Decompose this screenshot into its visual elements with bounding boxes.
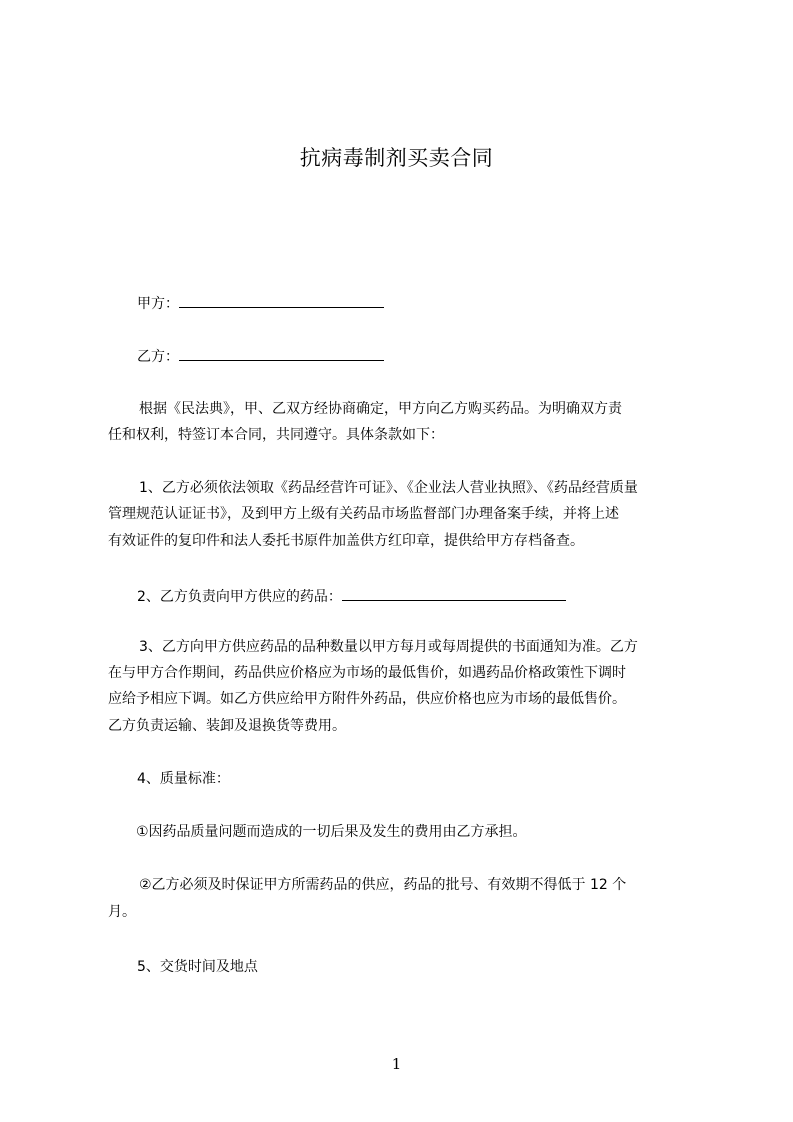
clause2-line	[137, 584, 566, 607]
clause2-text: 2、乙方负责向甲方供应的药品：	[137, 589, 342, 605]
clause4-heading: 4、质量标准：	[137, 771, 230, 787]
clause3-line-2: 在与甲方合作期间，药品供应价格应为市场的最低售价，如遇药品价格政策性下调时	[108, 665, 626, 681]
intro-line-1: 根据《民法典》，甲、乙双方经协商确定，甲方向乙方购买药品。为明确双方责	[139, 401, 622, 417]
intro-line-2: 任和权利，特签订本合同，共同遵守。具体条款如下：	[108, 427, 444, 443]
clause1-line-1: 1、乙方必须依法领取《药品经营许可证》、《企业法人营业执照》、《药品经营质量	[139, 480, 638, 496]
clause1-line-3: 有效证件的复印件和法人委托书原件加盖供方红印章，提供给甲方存档备查。	[108, 533, 584, 549]
party-b-label: 乙方：	[137, 349, 179, 365]
clause3-line-4: 乙方负责运输、装卸及退换货等费用。	[108, 718, 346, 734]
clause4-item-2-line-2: 月。	[108, 904, 136, 920]
party-a-label: 甲方：	[137, 296, 179, 312]
party-a-blank	[179, 291, 384, 308]
clause4-item-1: ①因药品质量问题而造成的一切后果及发生的费用由乙方承担。	[136, 824, 527, 840]
party-b-blank	[179, 344, 384, 361]
clause3-line-1: 3、乙方向甲方供应药品的品种数量以甲方每月或每周提供的书面通知为准。乙方	[139, 639, 638, 655]
clause3-line-3: 应给予相应下调。如乙方供应给甲方附件外药品，供应价格也应为市场的最低售价。	[108, 691, 626, 707]
page-number: 1	[391, 1055, 402, 1073]
document-title: 抗病毒制剂买卖合同	[299, 146, 494, 170]
clause2-blank	[342, 584, 566, 601]
clause5-heading: 5、交货时间及地点	[137, 959, 258, 975]
clause1-line-2: 管理规范认证证书》，及到甲方上级有关药品市场监督部门办理备案手续，并将上述	[108, 506, 619, 522]
clause4-item-2-line-1: ②乙方必须及时保证甲方所需药品的供应，药品的批号、有效期不得低于 12 个	[139, 877, 627, 893]
party-a-line	[137, 291, 384, 314]
party-b-line	[137, 344, 384, 367]
